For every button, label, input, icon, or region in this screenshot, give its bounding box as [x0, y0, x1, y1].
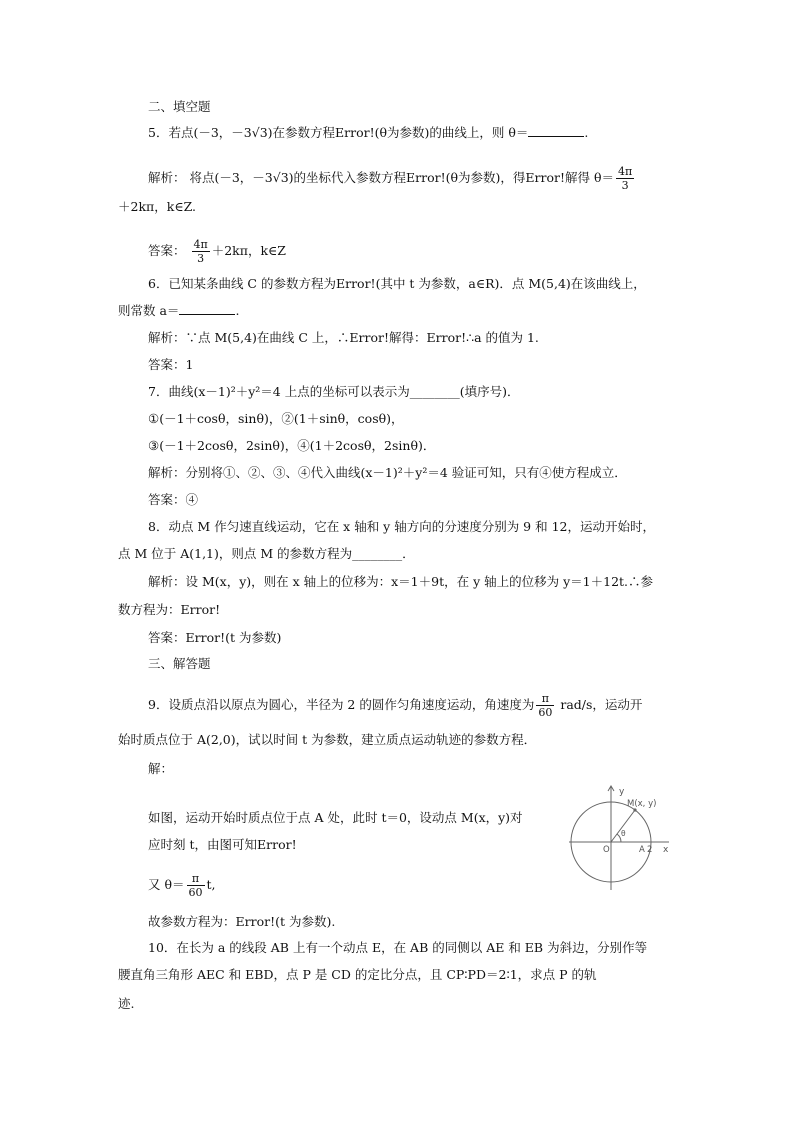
m-label: M(x, y) — [627, 799, 657, 809]
q10-statement-line3: 迹. — [118, 996, 135, 1011]
q8-solution-line1: 解析：设 M(x，y)，则在 x 轴上的位移为：x＝1＋9t，在 y 轴上的位移为 y＝1＋12t.∴参 — [148, 574, 654, 589]
q5-solution-line1: 解析： 将点(－3，－3√3)的坐标代入参数方程Error!(θ为参数)，得Error!解得 θ＝ $\frac{4\pi}{3}$ — [148, 165, 633, 192]
q9-theta-equation: 又 θ＝ $\frac{\pi}{60}$ t, — [148, 872, 216, 899]
q8-answer: 答案：Error!(t 为参数) — [148, 630, 282, 645]
q6-statement-line2: 则常数 a＝ . — [118, 303, 240, 318]
q7-answer: 答案：④ — [148, 492, 199, 507]
q6-answer: 答案：1 — [148, 357, 194, 372]
q9-solution-para1: 如图，运动开始时质点位于点 A 处，此时 t＝0，设动点 M(x，y)对 — [148, 810, 523, 825]
fraction-4pi-3-answer: $\frac{4\pi}{3}$ — [193, 238, 208, 265]
x-axis-label: x — [663, 845, 669, 855]
fraction-pi-60: $\frac{\pi}{60}$ — [538, 692, 553, 719]
q7-option-1-2: ①(－1＋cosθ，sinθ)，②(1＋sinθ，cosθ)， — [148, 411, 404, 426]
theta-label: θ — [621, 829, 626, 838]
q5-statement: 5．若点(－3，－3√3)在参数方程Error!(θ为参数)的曲线上，则 θ＝ . — [148, 125, 589, 140]
q8-statement-line1: 8．动点 M 作匀速直线运动，它在 x 轴和 y 轴方向的分速度分别为 9 和 12，运动开始时， — [148, 519, 655, 534]
q7-statement: 7．曲线(x－1)²＋y²＝4 上点的坐标可以表示为________(填序号)． — [148, 384, 520, 399]
q7-solution: 解析：分别将①、②、③、④代入曲线(x－1)²＋y²＝4 验证可知，只有④使方程成立． — [148, 465, 627, 480]
q9-final-equation: 故参数方程为：Error!(t 为参数). — [148, 914, 336, 929]
q8-solution-line2: 数方程为：Error! — [118, 602, 221, 617]
q5-solution-line2: ＋2kπ，k∈Z. — [118, 199, 197, 214]
radius-two-label: 2 — [647, 845, 653, 855]
q5-answer: 答案： $\frac{4\pi}{3}$ ＋2kπ，k∈Z — [148, 238, 286, 265]
a-label: A — [639, 845, 645, 855]
q10-statement-line2: 腰直角三角形 AEC 和 EBD，点 P 是 CD 的定比分点，且 CP∶PD＝2∶1，求点 P 的轨 — [118, 967, 597, 982]
circle-motion-figure — [565, 778, 677, 890]
section-heading-fill-in: 二、填空题 — [148, 99, 211, 114]
q9-solution-para2: 应时刻 t，由图可知Error! — [148, 837, 297, 852]
q8-statement-line2: 点 M 位于 A(1,1)，则点 M 的参数方程为________． — [118, 546, 415, 561]
fraction-pi-60-theta: $\frac{\pi}{60}$ — [188, 872, 203, 899]
q10-statement-line1: 10．在长为 a 的线段 AB 上有一个动点 E，在 AB 的同侧以 AE 和 EB 为斜边，分别作等 — [148, 940, 648, 955]
origin-label: O — [603, 845, 610, 855]
q9-statement-line2: 始时质点位于 A(2,0)，试以时间 t 为参数，建立质点运动轨迹的参数方程． — [118, 732, 537, 747]
fraction-4pi-3: $\frac{4\pi}{3}$ — [618, 165, 633, 192]
q9-statement-line1: 9．设质点沿以原点为圆心，半径为 2 的圆作匀角速度运动，角速度为 $\frac{\pi}{60}$ rad/s，运动开 — [148, 692, 643, 719]
section-heading-answer: 三、解答题 — [148, 656, 211, 671]
q9-solution-label: 解： — [148, 761, 174, 776]
y-axis-label: y — [619, 787, 625, 797]
q6-statement-line1: 6．已知某条曲线 C 的参数方程为Error!(其中 t 为参数，a∈R)．点 M(5,4)在该曲线上， — [148, 276, 646, 291]
q6-solution: 解析：∵点 M(5,4)在曲线 C 上，∴Error!解得：Error!∴a 的值为 1. — [148, 330, 539, 345]
q7-option-3-4: ③(－1＋2cosθ，2sinθ)，④(1＋2cosθ，2sinθ)． — [148, 438, 436, 453]
